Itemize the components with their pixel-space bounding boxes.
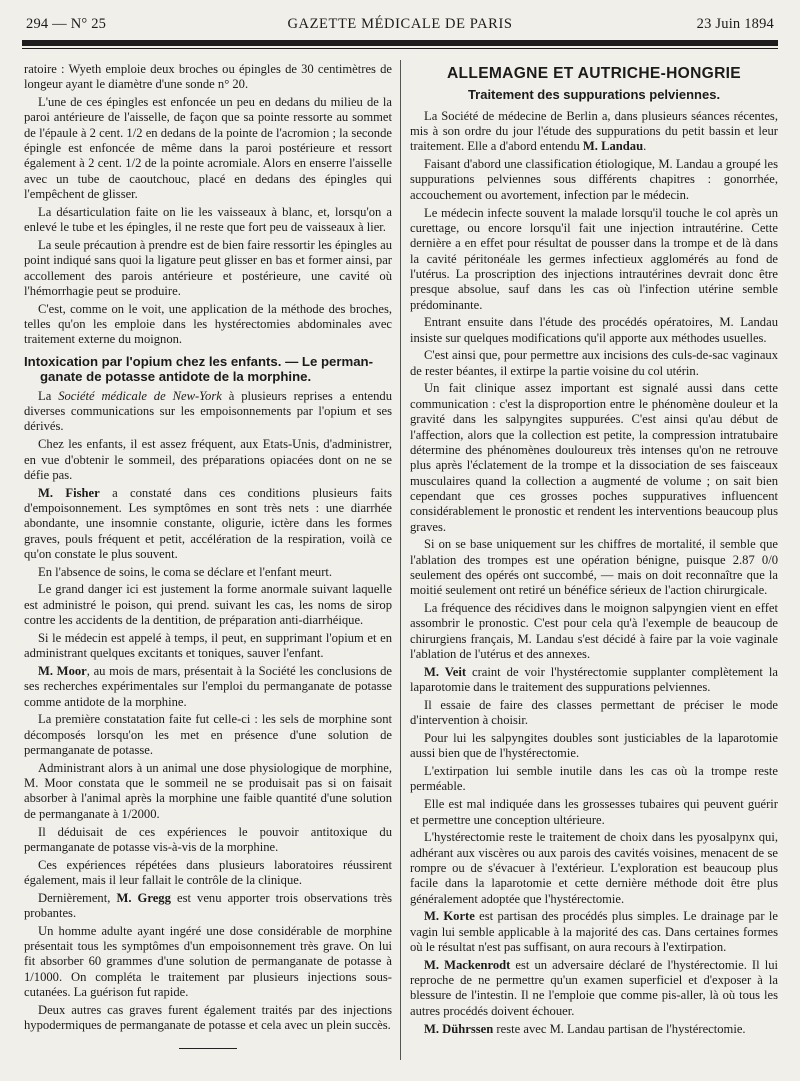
society-name: Société médicale de New-York [58, 388, 222, 403]
paragraph: Entrant ensuite dans l'étude des procédés opératoires, M. Landau insiste sur quelques modifications qu'il apporte aux méthodes usuelles. [410, 315, 778, 345]
author-name: M. Dührssen [424, 1021, 494, 1036]
paragraph: Si on se base uniquement sur les chiffres de mortalité, il semble que l'ablation des trompes est une opération bénigne, puisque 2.87 0/0 seulement des opérés ont succombé, — mais on doit reconnaître que la moitié seulement ont retiré un bénéfice sérieux de l'action chirurgicale. [410, 537, 778, 598]
paragraph: La seule précaution à prendre est de bien faire ressortir les épingles au point indiqué sans quoi la ligature peut glisser en bas et former ainsi, par accollement des parois antérieure et postérieure, une cavité où l'hémorrhagie peut se produire. [24, 237, 392, 298]
paragraph: La Société de médecine de Berlin a, dans plusieurs séances récentes, mis à son ordre du jour l'étude des suppurations du petit bassin et leur traitement. Elle a d'abord entendu M. Landau. [410, 108, 778, 154]
paragraph: Administrant alors à un animal une dose physiologique de morphine, M. Moor constata que le sommeil ne se produisait pas si on faisait absorber à l'animal après la morphine une faible quantité d'une solution de permanganate à 1/2000. [24, 760, 392, 821]
header-rule-thin [22, 48, 778, 49]
paragraph: M. Mackenrodt est un adversaire déclaré de l'hystérectomie. Il lui reproche de ne permettre qu'un examen superficiel et d'exposer à la blessure de l'intestin. Il ne l'emploie que comme pis-aller, là où tous les autres procédés doivent échouer. [410, 957, 778, 1018]
paragraph: Ces expériences répétées dans plusieurs laboratoires réussirent également, mais il leur fallait le contrôle de la clinique. [24, 857, 392, 887]
paragraph: C'est ainsi que, pour permettre aux incisions des culs-de-sac vaginaux de rester béantes, il extirpe la partie voisine du col utérin. [410, 348, 778, 378]
paragraph: L'hystérectomie reste le traitement de choix dans les pyosalpynx qui, adhérant aux viscères ou aux parois des cavités voisines, menacent de se rompre ou de s'évacuer à l'extérieur. L'exploration est beaucoup plus facile dans la laparotomie et cette dernière méthode doit être plus généralement adoptée que l'hystérectomie. [410, 830, 778, 906]
paragraph: ratoire : Wyeth emploie deux broches ou épingles de 30 centimètres de longeur ayant le diamètre d'une sonde n° 20. [24, 62, 392, 92]
paragraph: Il déduisait de ces expériences le pouvoir antitoxique du permanganate de potasse vis-à-vis de la morphine. [24, 824, 392, 854]
issue-date: 23 Juin 1894 [696, 16, 774, 32]
paragraph: Si le médecin est appelé à temps, il peut, en supprimant l'opium et en administrant quelques excitants et toniques, sauver l'enfant. [24, 630, 392, 661]
paragraph: Elle est mal indiquée dans les grossesses tubaires qui peuvent guérir et permettre une conception ultérieure. [410, 797, 778, 827]
paragraph: Un fait clinique assez important est signalé aussi dans cette communication : c'est la disproportion entre le phénomène douleur et la gravité dans les salpyngites suppurées. C'est ainsi qu'au début de l'affection, alors que la collection est petite, la compression intratubaire détermine des phénomènes douloureux très intenses qu'on ne retrouve plus après l'éclatement de la trompe et la dissociation de ses faisceaux musculaires quand la collection a augmenté de volume ; on sait bien cependant que ces grosses poches suppuratives influencent considérablement le pronostic et rendent les interventions beaucoup plus graves. [410, 381, 778, 534]
paragraph: Il essaie de faire des classes permettant de préciser le mode d'intervention à choisir. [410, 697, 778, 728]
paragraph: Le médecin infecte souvent la malade lorsqu'il touche le col après un curettage, ou encore lorsqu'il fait une injection intrautérine. Cette dernière a en effet pour résultat de pousser dans la trompe et de là dans la cavité péritonéale les germes infectieux agglomérés au fond de l'utérus. La proscription des injections intrautérines devrait donc être presque absolue, sauf dans les cas où l'infection utérine semble prédominante. [410, 205, 778, 312]
paragraph: La fréquence des récidives dans le moignon salpyngien vient en effet assombrir le pronostic. C'est pour cela qu'à l'exemple de beaucoup de chirurgiens français, M. Landau s'est décidé à faire par la voie vaginale l'ablation de l'utérus et des annexes. [410, 601, 778, 662]
region-heading: ALLEMAGNE ET AUTRICHE-HONGRIE [446, 65, 741, 82]
author-name: M. Gregg [116, 890, 171, 905]
paragraph: M. Dührssen reste avec M. Landau partisan de l'hystérectomie. [424, 1021, 746, 1036]
paragraph: M. Veit craint de voir l'hystérectomie supplanter complètement la laparotomie dans le traitement des suppurations pelviennes. [410, 664, 778, 695]
paragraph: M. Korte est partisan des procédés plus simples. Le drainage par le vagin lui semble applicable à la majorité des cas. Dans certaines formes où le résultat n'est pas suffisant, on aura recours à l'extirpation. [410, 909, 779, 955]
paragraph: Deux autres cas graves furent également traités par des injections hypodermiques de permanganate de potasse et cela avec un plein succès. [24, 1002, 392, 1033]
author-name: M. Korte [424, 909, 475, 924]
page-number: 294 — N° 25 [26, 16, 107, 32]
paragraph: Chez les enfants, il est assez fréquent, aux Etats-Unis, d'administrer, en vue d'obtenir le sommeil, des préparations opiacées dont on ne se défie pas. [24, 437, 392, 482]
section-heading-line-2: ganate de potasse antidote de la morphine. [40, 369, 312, 385]
left-column [24, 62, 392, 1049]
paragraph: Faisant d'abord une classification étiologique, M. Landau a groupé les suppurations pelviennes sous différents chapitres : gonorrhée, accouchement ou avortement, infection par le médecin. [410, 157, 778, 202]
journal-title: GAZETTE MÉDICALE DE PARIS [287, 16, 513, 32]
paragraph: L'extirpation lui semble inutile dans les cas où la trompe reste perméable. [410, 764, 778, 794]
paragraph: L'une de ces épingles est enfoncée un peu en dedans du milieu de la paroi antérieure de l'aisselle, de façon que sa pointe ressorte au sommet de l'épaule à 2 cent. 1/2 en dedans de la pointe de l'acromion ; la seconde épingle est enfoncée de même dans la paroi postérieure et ressort également à 2 cent. 1/2 de la pointe acromiale. Alors en enserre l'aisselle avec un tube de caoutchouc, placé en dedans des épingles qui l'empêchent de glisser. [24, 95, 392, 202]
paragraph: Dernièrement, M. Gregg est venu apporter trois observations très probantes. [24, 890, 392, 921]
column-divider [400, 60, 401, 1060]
right-column [410, 62, 778, 1039]
section-heading-line-1: Intoxication par l'opium chez les enfants. — Le perman- [24, 353, 374, 369]
author-name: M. Veit [424, 664, 467, 679]
paragraph: Pour lui les salpyngites doubles sont justiciables de la laparotomie aussi bien que de l'hystérectomie. [410, 731, 778, 761]
paragraph: La Société médicale de New-York à plusieurs reprises a entendu diverses communications sur les empoisonnements par l'opium et ses dérivés. [24, 388, 392, 434]
paragraph: La désarticulation faite on lie les vaisseaux à blanc, et, lorsqu'on a enlevé le tube et les épingles, il ne reste que fort peu de vaisseaux à lier. [24, 204, 392, 235]
page-header [26, 12, 774, 34]
paragraph: M. Moor, au mois de mars, présentait à la Société les conclusions de ses recherches expérimentales sur l'emploi du permanganate de potasse comme antidote de la morphine. [24, 663, 392, 709]
paragraph: La première constatation faite fut celle-ci : les sels de morphine sont décomposés lorsqu'on les met en présence d'une solution de permanganate de potasse. [24, 712, 392, 758]
article-subtitle: Traitement des suppurations pelviennes. [467, 87, 721, 103]
paragraph: Le grand danger ici est justement la forme anormale suivant laquelle est administré le poison, qui prend. suivant les cas, les noms de sirop contre les accidents de la dentition, de préparation anti-diarrhéique. [24, 582, 392, 628]
author-name: M. Fisher [38, 485, 100, 500]
header-rule-thick [22, 40, 778, 46]
author-name: M. Landau [582, 139, 644, 154]
section-heading-opium [24, 354, 392, 385]
paragraph: Un homme adulte ayant ingéré une dose considérable de morphine présentait tous les symptômes d'un empoisonnement très grave. On lui fit absorber 60 grammes d'une solution de permanganate de potasse à 1/1000. On compléta le traitement par plusieurs injections sous-cutanées. La guérison fut rapide. [24, 923, 392, 1000]
author-name: M. Moor [38, 663, 87, 678]
paragraph: En l'absence de soins, le coma se déclare et l'enfant meurt. [38, 564, 333, 579]
author-name: M. Mackenrodt [424, 957, 511, 972]
paragraph: C'est, comme on le voit, une application de la méthode des broches, telles qu'on les emploie dans les hystérectomies abdominales avec traitement externe du moignon. [24, 301, 392, 347]
end-rule [179, 1048, 237, 1049]
paragraph: M. Fisher a constaté dans ces conditions plusieurs faits d'empoisonnement. Les symptômes en sont très nets : une diarrhée abondante, une insomnie constante, oligurie, ictère dans les formes graves, pouls fréquent et petit, accélération de la respiration, voilà ce qu'on constate le plus souvent. [24, 485, 393, 561]
